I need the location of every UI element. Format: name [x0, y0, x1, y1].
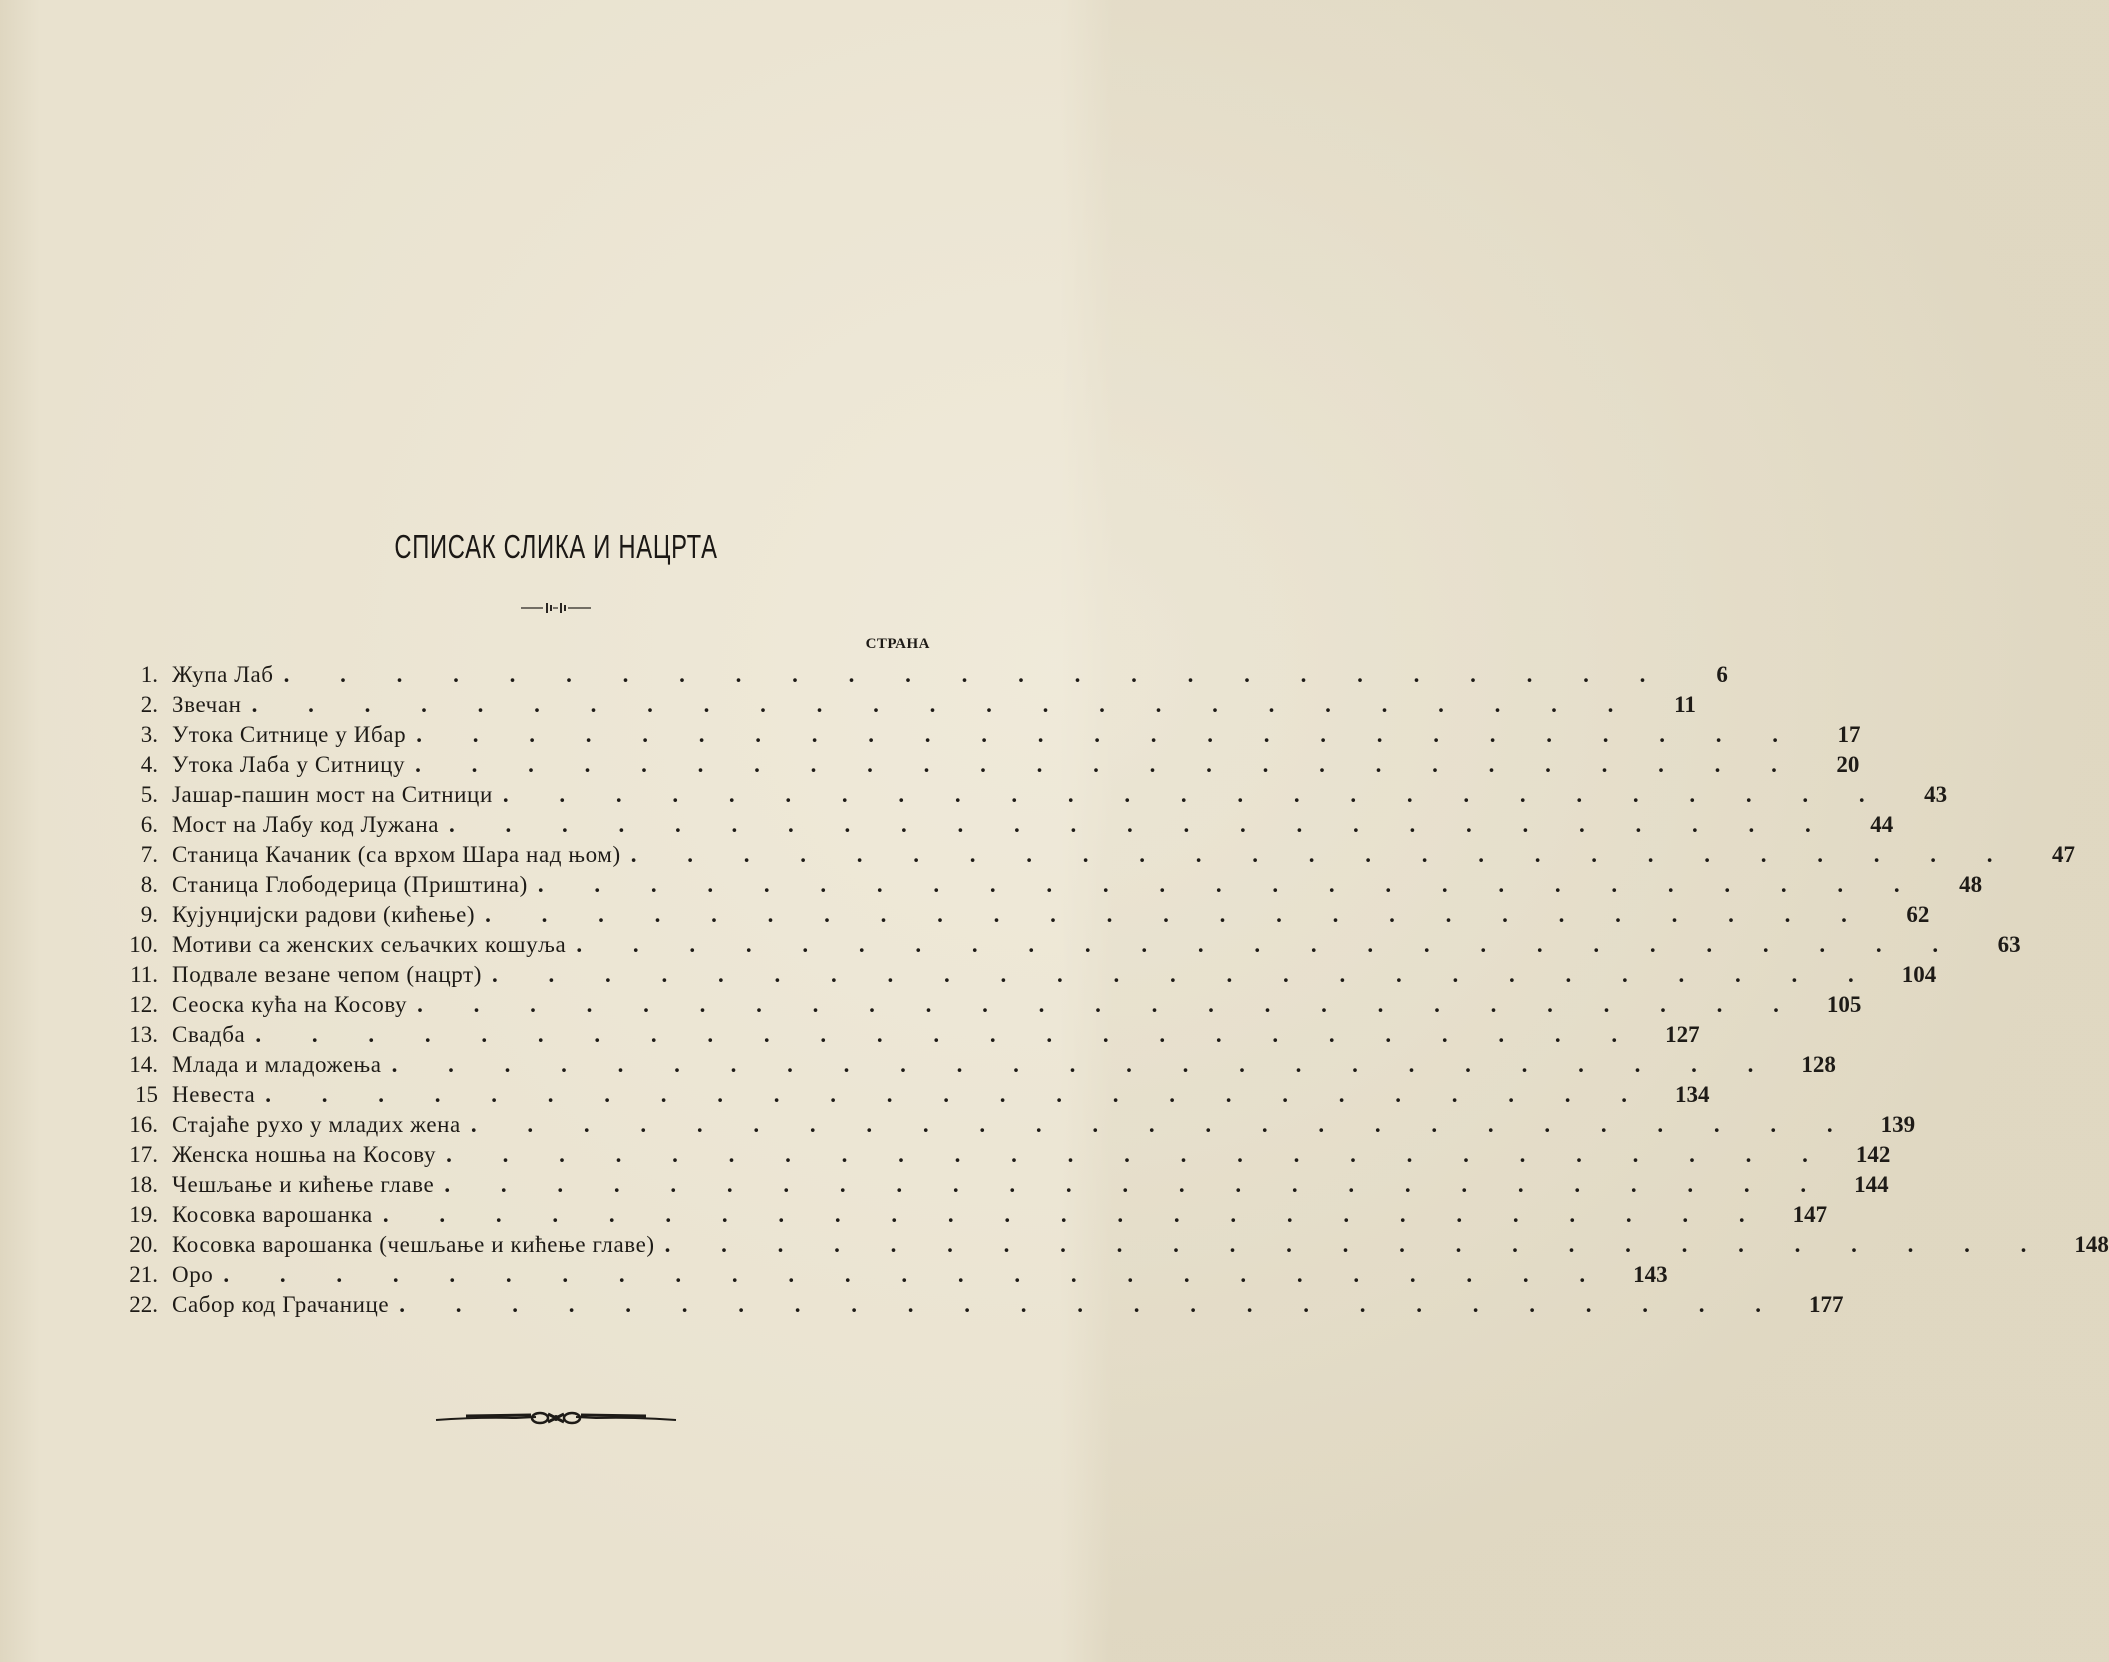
item-number: 18. — [129, 1172, 158, 1197]
list-item — [112, 960, 1937, 990]
decorative-tailpiece-icon — [0, 1408, 1112, 1428]
item-label: Млада и младожења — [172, 1052, 382, 1077]
item-number: 3. — [140, 722, 158, 747]
item-number: 1. — [140, 662, 158, 687]
list-item — [112, 1230, 2109, 1260]
item-number: 15 — [135, 1082, 158, 1107]
item-label: Женска ношња на Косову — [172, 1142, 437, 1167]
item-label: Оро — [172, 1262, 214, 1287]
leader-dots: . . . . . . . . . . . . . . . . . . . . . . . . . — [630, 842, 2015, 867]
item-page-number: 177 — [1809, 1292, 1844, 1317]
item-page-number: 62 — [1906, 902, 1930, 927]
item-number: 10. — [129, 932, 158, 957]
list-item — [112, 690, 1696, 720]
item-number: 7. — [140, 842, 158, 867]
list-item — [112, 780, 1948, 810]
leader-dots: . . . . . . . . . . . . . . . . . . . . . . . . . — [283, 662, 1668, 687]
list-item — [112, 750, 1860, 780]
item-label: Утока Ситнице у Ибар — [172, 722, 407, 747]
page-column-header: СТРАНА — [865, 636, 930, 652]
small-rule-ornament-icon — [0, 602, 1112, 614]
leader-dots: . . . . . . . . . . . . . . . . . . . . . . . . . — [537, 872, 1923, 897]
list-item — [112, 990, 1862, 1020]
item-page-number: 144 — [1854, 1172, 1889, 1197]
item-number: 16. — [129, 1112, 158, 1137]
item-label: Мост на Лабу код Лужана — [172, 812, 440, 837]
leader-dots: . . . . . . . . . . . . . . . . . . . . . . . . . — [485, 902, 1870, 927]
item-label: Стајаће рухо у младих жена — [172, 1112, 461, 1137]
list-item — [112, 660, 1728, 690]
item-label: Косовка варошанка — [172, 1202, 373, 1227]
item-label: Сеоска кућа на Косову — [172, 992, 408, 1017]
leader-dots: . . . . . . . . . . . . . . . . . . . . . . . . . — [415, 752, 1800, 777]
list-item — [112, 1140, 1891, 1170]
item-label: Подвале везане чепом (нацрт) — [172, 962, 482, 987]
item-page-number: 17 — [1837, 722, 1861, 747]
list-item — [112, 1110, 1916, 1140]
list-item — [112, 930, 2021, 960]
leader-dots: . . . . . . . . . . . . . . . . . . . . . . . . . — [265, 1082, 1650, 1107]
leader-dots: . . . . . . . . . . . . . . . . . . . . . . . . . — [255, 1022, 1640, 1047]
item-number: 11. — [130, 962, 158, 987]
list-item — [112, 840, 2075, 870]
item-page-number: 11 — [1674, 692, 1696, 717]
item-page-number: 105 — [1826, 992, 1862, 1017]
item-page-number: 127 — [1665, 1022, 1700, 1047]
item-number: 17. — [129, 1142, 158, 1167]
item-page-number: 134 — [1675, 1082, 1710, 1107]
item-page-number: 104 — [1901, 962, 1937, 987]
item-label: Станица Глободерица (Приштина) — [172, 872, 528, 897]
item-label: Звечан — [172, 692, 242, 717]
item-page-number: 63 — [1997, 932, 2021, 957]
list-item — [112, 1290, 1844, 1320]
item-number: 12. — [129, 992, 158, 1017]
item-label: Жупа Лаб — [172, 662, 274, 687]
item-label: Станица Качаник (са врхом Шара над њом) — [172, 842, 621, 867]
item-number: 5. — [140, 782, 158, 807]
item-label: Утока Лаба у Ситницу — [172, 752, 406, 777]
item-page-number: 6 — [1716, 662, 1728, 687]
item-label: Кујунџијски радови (кићење) — [172, 902, 476, 927]
item-label: Косовка варошанка (чешљање и кићење главе) — [172, 1232, 655, 1257]
leader-dots: . . . . . . . . . . . . . . . . . . . . . . . . . — [416, 722, 1801, 747]
item-page-number: 143 — [1633, 1262, 1668, 1287]
list-item — [112, 720, 1861, 750]
item-label: Чешљање и кићење главе — [172, 1172, 435, 1197]
item-page-number: 20 — [1836, 752, 1860, 777]
list-item — [112, 1020, 1700, 1050]
list-item — [112, 1050, 1836, 1080]
list-item — [112, 900, 1930, 930]
item-number: 2. — [140, 692, 158, 717]
leader-dots: . . . . . . . . . . . . . . . . . . . . . . . . . — [446, 1142, 1831, 1167]
leader-dots: . . . . . . . . . . . . . . . . . . . . . . . . . — [502, 782, 1888, 807]
item-number: 8. — [140, 872, 158, 897]
leader-dots: . . . . . . . . . . . . . . . . . . . . . . . . . — [444, 1172, 1829, 1197]
item-page-number: 142 — [1855, 1142, 1891, 1167]
item-page-number: 44 — [1870, 812, 1894, 837]
item-label: Сабор код Грачанице — [172, 1292, 390, 1317]
figure-list — [112, 660, 2109, 1320]
leader-dots: . . . . . . . . . . . . . . . . . . . . . . . . . — [576, 932, 1961, 957]
leader-dots: . . . . . . . . . . . . . . . . . . . . . . . . . — [382, 1202, 1768, 1227]
item-page-number: 148 — [2074, 1232, 2109, 1257]
item-label: Мотиви са женских сељачких кошуља — [172, 932, 567, 957]
list-item — [112, 1260, 1668, 1290]
item-number: 4. — [140, 752, 158, 777]
leader-dots: . . . . . . . . . . . . . . . . . . . . . . . . . — [223, 1262, 1608, 1287]
leader-dots: . . . . . . . . . . . . . . . . . . . . . . . . . — [399, 1292, 1784, 1317]
item-page-number: 47 — [2051, 842, 2075, 867]
item-number: 20. — [129, 1232, 158, 1257]
item-number: 22. — [129, 1292, 158, 1317]
item-page-number: 147 — [1792, 1202, 1828, 1227]
item-label: Јашар-пашин мост на Ситници — [172, 782, 493, 807]
item-page-number: 139 — [1880, 1112, 1916, 1137]
list-item — [112, 870, 1983, 900]
list-item — [112, 810, 1894, 840]
item-page-number: 48 — [1959, 872, 1983, 897]
leader-dots: . . . . . . . . . . . . . . . . . . . . . . . . . — [417, 992, 1802, 1017]
item-number: 19. — [129, 1202, 158, 1227]
list-item — [112, 1200, 1828, 1230]
list-item — [112, 1080, 1710, 1110]
leader-dots: . . . . . . . . . . . . . . . . . . . . . . . . . — [449, 812, 1834, 837]
item-number: 6. — [140, 812, 158, 837]
list-item — [112, 1170, 1889, 1200]
item-number: 21. — [129, 1262, 158, 1287]
item-label: Свадба — [172, 1022, 246, 1047]
leader-dots: . . . . . . . . . . . . . . . . . . . . . . . . . — [470, 1112, 1856, 1137]
leader-dots: . . . . . . . . . . . . . . . . . . . . . . . . . — [391, 1052, 1776, 1077]
page-title: СПИСАК СЛИКА И НАЦРТА — [394, 528, 718, 565]
item-number: 13. — [129, 1022, 158, 1047]
item-number: 14. — [129, 1052, 158, 1077]
leader-dots: . . . . . . . . . . . . . . . . . . . . . . . . . — [491, 962, 1877, 987]
leader-dots: . . . . . . . . . . . . . . . . . . . . . . . . . — [664, 1232, 2049, 1257]
item-label: Невеста — [172, 1082, 256, 1107]
item-page-number: 43 — [1924, 782, 1948, 807]
leader-dots: . . . . . . . . . . . . . . . . . . . . . . . . . — [251, 692, 1636, 717]
item-page-number: 128 — [1801, 1052, 1836, 1077]
item-number: 9. — [140, 902, 158, 927]
